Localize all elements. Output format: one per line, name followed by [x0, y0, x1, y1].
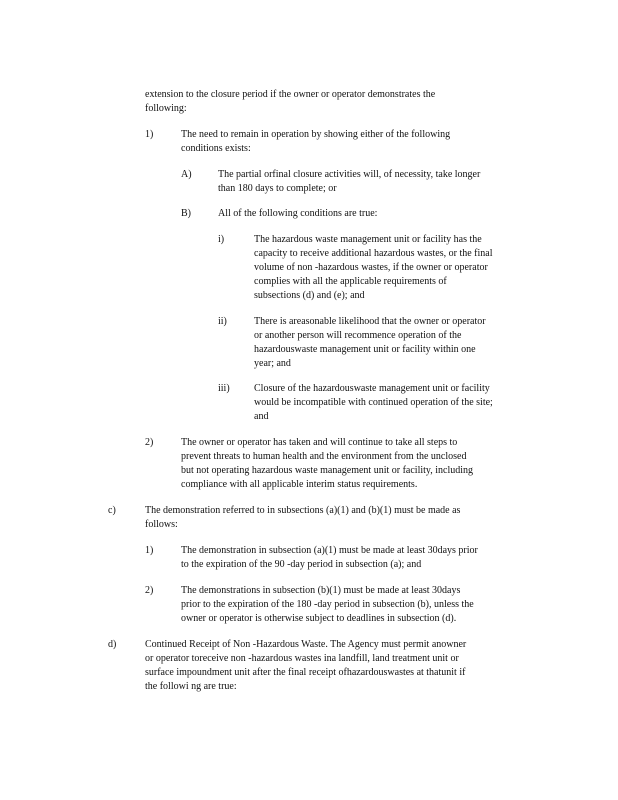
item-line: There is areasonable likelihood that the owner or operator	[254, 316, 486, 327]
section-line: follows:	[145, 519, 178, 530]
section-line: Continued Receipt of Non -Hazardous Waste. The Agency must permit anowner	[145, 639, 467, 650]
item-label: i)	[218, 234, 225, 245]
item-line: conditions exists:	[181, 143, 251, 154]
intro-line: extension to the closure period if the owner or operator demonstrates the	[145, 89, 436, 100]
item-line: owner or operator is otherwise subject to deadlines in subsection (d).	[181, 613, 457, 624]
intro-line: following:	[145, 103, 187, 114]
item-line: and	[254, 411, 269, 422]
item-label: 1)	[145, 129, 154, 140]
item-label: 2)	[145, 437, 154, 448]
item-line: subsections (d) and (e); and	[254, 290, 365, 301]
item-line: capacity to receive additional hazardous wastes, or the final	[254, 248, 493, 259]
item-line: compliance with all applicable interim status requirements.	[181, 479, 418, 490]
item-label: 2)	[145, 585, 154, 596]
item-line: or another person will recommence operation of the	[254, 330, 462, 341]
item-line: The demonstrations in subsection (b)(1) must be made at least 30days	[181, 585, 461, 596]
section-label: c)	[108, 505, 116, 516]
item-line: The need to remain in operation by showing either of the following	[181, 129, 451, 140]
item-line: The demonstration in subsection (a)(1) must be made at least 30days prior	[181, 545, 478, 556]
item-line: year; and	[254, 358, 291, 369]
item-line: to the expiration of the 90 -day period in subsection (a); and	[181, 559, 422, 570]
item-line: prior to the expiration of the 180 -day period in subsection (b), unless the	[181, 599, 474, 610]
item-label: 1)	[145, 545, 154, 556]
item-line: complies with all the applicable requirements of	[254, 276, 447, 287]
section-line: the followi ng are true:	[145, 681, 237, 692]
item-line: The hazardous waste management unit or facility has the	[254, 234, 482, 245]
section-line: or operator toreceive non -hazardous wastes ina landfill, land treatment unit or	[145, 653, 459, 664]
item-label: B)	[181, 208, 191, 219]
section-label: d)	[108, 639, 117, 650]
item-line: The owner or operator has taken and will continue to take all steps to	[181, 437, 458, 448]
item-line: volume of non -hazardous wastes, if the owner or operator	[254, 262, 488, 273]
item-line: than 180 days to complete; or	[218, 183, 337, 194]
item-line: hazardouswaste management unit or facility within one	[254, 344, 476, 355]
item-label: ii)	[218, 316, 227, 327]
section-line: surface impoundment unit after the final receipt ofhazardouswastes at thatunit if	[145, 667, 466, 678]
section-line: The demonstration referred to in subsections (a)(1) and (b)(1) must be made as	[145, 505, 461, 516]
item-line: would be incompatible with continued operation of the site;	[254, 397, 493, 408]
item-line: All of the following conditions are true:	[218, 208, 378, 219]
item-line: Closure of the hazardouswaste management unit or facility	[254, 383, 490, 394]
item-label: A)	[181, 169, 192, 180]
item-label: iii)	[218, 383, 230, 394]
item-line: The partial orfinal closure activities will, of necessity, take longer	[218, 169, 481, 180]
item-line: but not operating hazardous waste management unit or facility, including	[181, 465, 474, 476]
item-line: prevent threats to human health and the environment from the unclosed	[181, 451, 467, 462]
